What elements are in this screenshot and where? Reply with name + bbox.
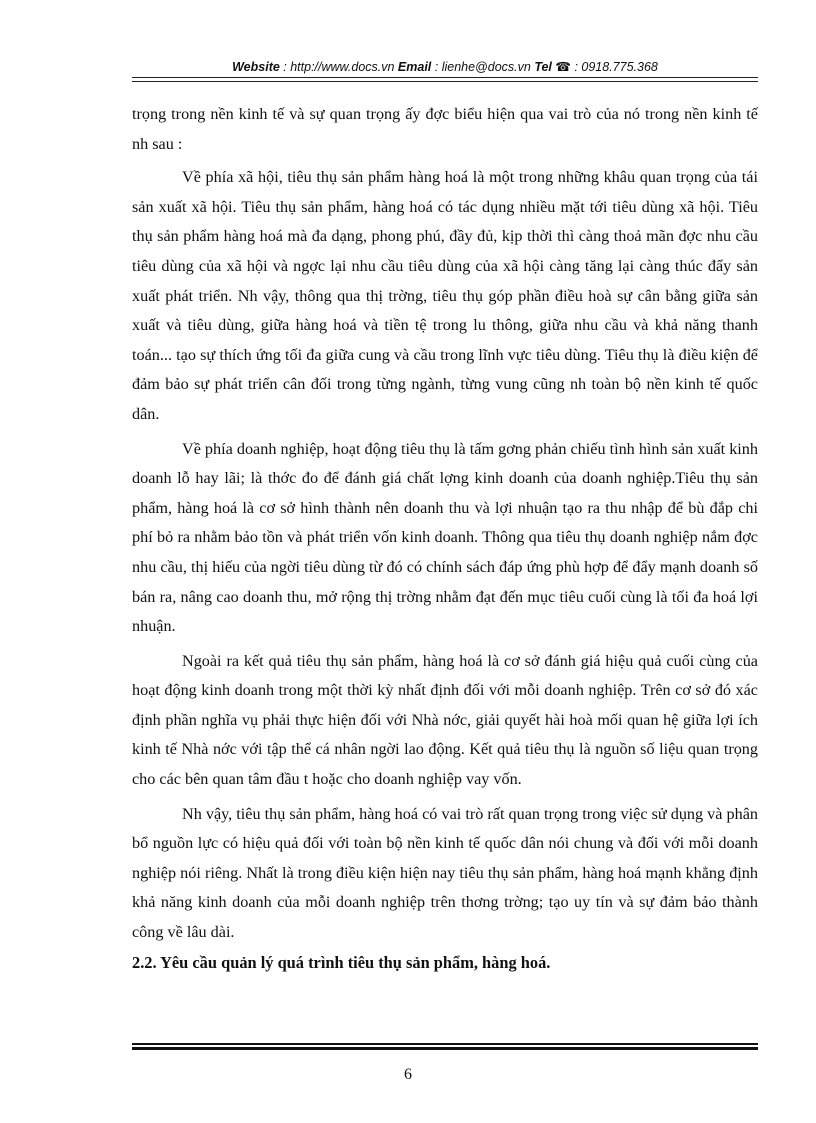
email-label: Email xyxy=(397,60,432,74)
tel-value: : 0918.775.368 xyxy=(570,60,658,74)
header-divider xyxy=(132,77,758,82)
website-value[interactable]: : http://www.docs.vn xyxy=(279,60,398,74)
paragraph-1: trọng trong nền kinh tế và sự quan trọng ấy đợc biểu hiện qua vai trò của nó trong nền kinh tế nh sau : xyxy=(132,105,758,153)
paragraph-2: Về phía xã hội, tiêu thụ sản phẩm hàng hoá là một trong những khâu quan trọng của tái sản xuất xã hội. Tiêu thụ sản phẩm, hàng hoá có tác dụng nhiều mặt tới tiêu dùng xã hội. Tiêu thụ sản phẩm hàng hoá mà đa dạng, phong phú, đầy đủ, kịp thời thì càng thoả mãn đợc nhu cầu tiêu dùng của xã hội và ngợc lại nhu cầu tiêu dùng của xã hội càng tăng lại càng thúc đẩy sản xuất phát triển. Nh vậy, thông qua thị trờng, tiêu thụ góp phần điều hoà sự cân bằng giữa sản xuất và tiêu dùng, giữa hàng hoá và tiền tệ trong lu thông, giữa nhu cầu và khả năng thanh toán... tạo sự thích ứng tối đa giữa cung và cầu trong lĩnh vực tiêu dùng. Tiêu thụ là điều kiện để đảm bảo sự phát triển cân đối trong từng ngành, từng vung cũng nh toàn bộ nền kinh tế quốc dân. xyxy=(132,168,758,423)
email-value[interactable]: : lienhe@docs.vn xyxy=(431,60,535,74)
page-header xyxy=(132,58,758,82)
telephone-icon: ☎ xyxy=(555,60,571,74)
section-heading: 2.2. Yêu cầu quản lý quá trình tiêu thụ sản phẩm, hàng hoá. xyxy=(132,952,551,972)
document-body xyxy=(132,100,758,978)
tel-label: Tel xyxy=(534,60,552,74)
header-contact-line xyxy=(132,58,758,76)
paragraph-3: Về phía doanh nghiệp, hoạt động tiêu thụ là tấm gơng phản chiếu tình hình sản xuất kinh doanh lỗ hay lãi; là thớc đo để đánh giá chất lợng kinh doanh của doanh nghiệp.Tiêu thụ sản phẩm, hàng hoá là cơ sở hình thành nên doanh thu và lợi nhuận tạo ra thu nhập để bù đắp chi phí bỏ ra nhằm bảo tồn và phát triển vốn kinh doanh. Thông qua tiêu thụ doanh nghiệp nắm đợc nhu cầu, thị hiếu của ngời tiêu dùng từ đó có chính sách đáp ứng phù hợp để đẩy mạnh doanh số bán ra, nâng cao doanh thu, mở rộng thị trờng nhằm đạt đến mục tiêu cuối cùng là tối đa hoá lợi nhuận. xyxy=(132,439,758,636)
paragraph-4: Ngoài ra kết quả tiêu thụ sản phẩm, hàng hoá là cơ sở đánh giá hiệu quả cuối cùng của hoạt động kinh doanh trong một thời kỳ nhất định đối với mỗi doanh nghiệp. Trên cơ sở đó xác định phần nghĩa vụ phải thực hiện đối với Nhà nớc, giải quyết hài hoà mối quan hệ giữa lợi ích kinh tế Nhà nớc với tập thể cá nhân ngời lao động. Kết quả tiêu thụ là nguồn số liệu quan trọng cho các bên quan tâm đầu t hoặc cho doanh nghiệp vay vốn. xyxy=(132,651,758,789)
paragraph-5: Nh vậy, tiêu thụ sản phẩm, hàng hoá có vai trò rất quan trọng trong việc sử dụng và phân bổ nguồn lực có hiệu quả đối với toàn bộ nền kinh tế quốc dân nói chung và đối với mỗi doanh nghiệp nói riêng. Nhất là trong điều kiện hiện nay tiêu thụ sản phẩm, hàng hoá mạnh khẳng định khả năng kinh doanh của mỗi doanh nghiệp trên thơng trờng; tạo uy tín và sự đảm bảo thành công về lâu dài. xyxy=(132,804,758,942)
website-label: Website xyxy=(232,60,280,74)
page-number: 6 xyxy=(404,1066,412,1083)
footer-divider xyxy=(132,1043,758,1051)
